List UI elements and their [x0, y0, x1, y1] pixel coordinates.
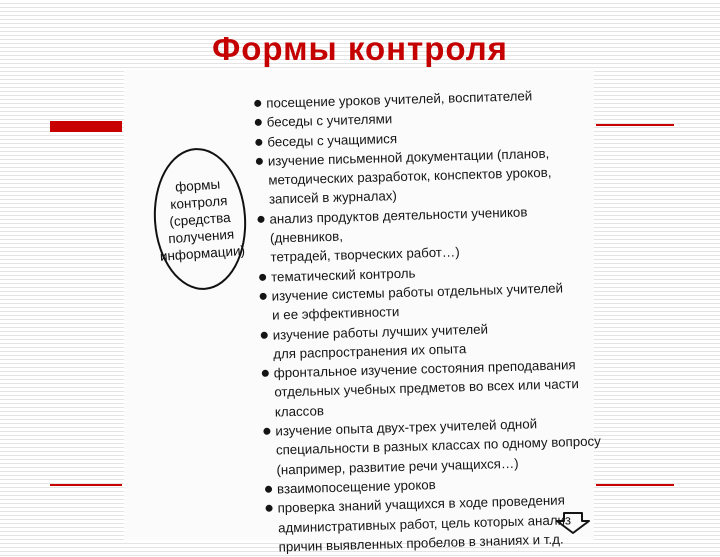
control-forms-oval: [149, 145, 251, 293]
list-item-text: беседы с учащимися: [267, 130, 398, 150]
accent-rule-top-left: [50, 121, 122, 132]
slide-title: Формы контроля: [212, 30, 508, 67]
list-item-text: изучение письменной документации (планов, методических разработок, конспектов уроков, записей в журналах): [267, 145, 552, 208]
scanned-page: [124, 70, 602, 555]
list-item-text: проверка знаний учащихся в ходе проведения административных работ, цель которых анализ причин выявленных пробелов в знаниях и т.д.: [277, 492, 572, 555]
list-item-text: анализ продуктов деятельности учеников (дневников, тетрадей, творческих работ…): [269, 204, 528, 265]
bullet-icon: [257, 216, 264, 223]
list-item-text: изучение работы лучших учителей для распространения их опыта: [272, 321, 489, 362]
control-forms-list: [254, 85, 607, 557]
bullet-icon: [261, 331, 268, 338]
bullet-icon: [262, 370, 269, 377]
accent-rule-bottom-left: [50, 484, 122, 486]
bullet-icon: [260, 293, 267, 300]
bullet-icon: [265, 505, 272, 512]
list-item: [262, 355, 603, 422]
list-item: [263, 412, 604, 479]
bullet-icon: [255, 119, 262, 126]
accent-rule-bottom-right: [596, 484, 674, 486]
list-item-text: беседы с учителями: [266, 111, 393, 130]
list-item: [257, 200, 598, 267]
accent-rule-top-right: [596, 124, 674, 126]
bullet-icon: [256, 158, 263, 165]
list-item-text: посещение уроков учителей, воспитателей: [266, 88, 533, 111]
list-item-text: фронтальное изучение состояния преподавания отдельных учебных предметов во всех или части классов: [273, 357, 579, 420]
list-item-text: взаимопосещение уроков: [276, 477, 436, 497]
arrow-down-icon: [556, 512, 590, 534]
list-item-text: изучение системы работы отдельных учителей и ее эффективности: [271, 280, 564, 323]
list-item: [256, 142, 597, 209]
bullet-icon: [254, 100, 261, 107]
bullet-icon: [255, 138, 262, 145]
bullet-icon: [263, 428, 270, 435]
bullet-icon: [259, 273, 266, 280]
list-item-text: тематический контроль: [270, 265, 416, 285]
list-item-text: изучение опыта двух-трех учителей одной специальности в разных классах по одному вопросу (например, развитие речи учащихся…): [275, 416, 602, 478]
bullet-icon: [265, 486, 272, 493]
oval-label: формы контроля (средства получения информации): [159, 176, 246, 264]
